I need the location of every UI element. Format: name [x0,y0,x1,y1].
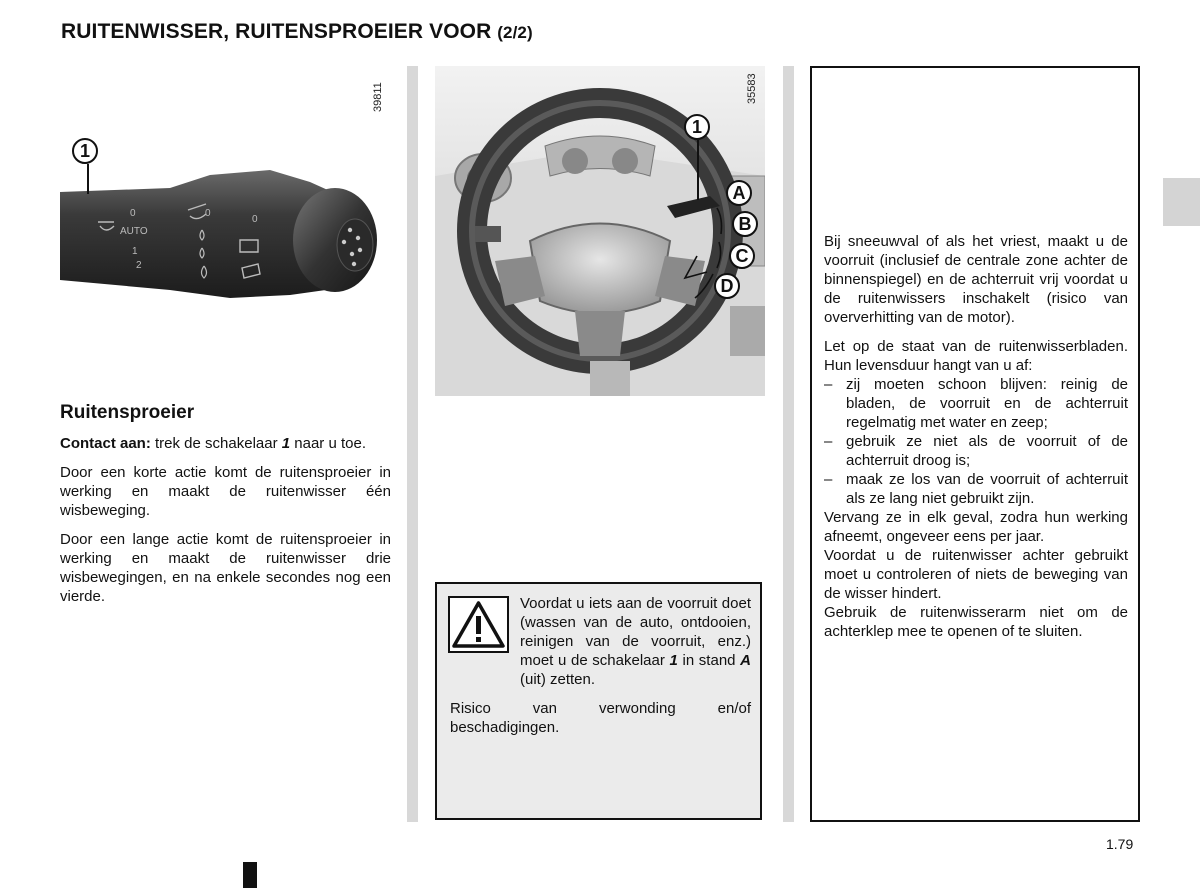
svg-text:0: 0 [252,214,258,225]
contact-text-pre: trek de schakelaar [150,435,282,452]
paragraph-long-action: Door een lange actie komt de ruitensproeier in werking en maakt de ruitenwisser drie wisbewegingen, en na enkele secondes nog een vierde. [60,531,391,605]
warning-paragraph-2: Risico van verwonding en/of beschadigingen. [450,700,751,736]
info-paragraph-snow: Bij sneeuwval of als het vriest, maakt u de voorruit (inclusief de centrale zone achter de binnenspiegel) en de achterruit vrij voordat u de ruitenwissers inschakelt (risico van oververhitting van de motor). [824,233,1128,326]
bullet-dash: – [824,433,833,450]
page-title-text: RUITENWISSER, RUITENSPROEIER VOOR [61,20,492,43]
section-body [60,434,391,616]
section-heading: Ruitensproeier [60,402,195,423]
svg-text:0: 0 [130,208,136,219]
column-separator-2 [783,66,794,822]
info-paragraph-replace: Vervang ze in elk geval, zodra hun werking afneemt, ongeveer eens per jaar. [824,509,1128,545]
svg-text:0: 0 [205,208,211,219]
figure-code-left: 39811 [372,82,384,112]
svg-text:AUTO: AUTO [120,226,148,237]
steering-wheel-illustration [435,66,765,396]
page-title-part: (2/2) [497,23,533,42]
callout-1-left-leader [86,164,90,194]
svg-text:1: 1 [132,246,138,257]
contact-text-post: naar u toe. [290,435,366,452]
bullet-text: zij moeten schoon blijven: reinig de bladen, de voorruit en de achterruit regelmatig met water en zeep; [846,376,1128,431]
warning-box [435,582,762,820]
info-paragraph-blades: Let op de staat van de ruitenwisserbladen. Hun levensduur hangt van u af: [824,338,1128,374]
svg-text:2: 2 [136,260,142,271]
callout-b-label: B [738,214,752,234]
list-item [824,470,1128,508]
warning-text-mid: in stand [677,652,741,669]
page-title [61,20,533,44]
info-bullet-list [824,375,1128,508]
figure-code-right: 35583 [746,73,758,104]
callout-a [726,180,752,206]
callout-1-center-leader [696,140,700,200]
paragraph-short-action: Door een korte actie komt de ruitensproeier in werking en maakt de ruitenwisser één wisbeweging. [60,464,391,519]
callout-b [732,211,758,237]
paragraph-contact [60,434,391,453]
info-paragraph-rear-wiper: Voordat u de ruitenwisser achter gebruikt moet u controleren of niets de beweging van de wisser hindert. [824,547,1128,602]
callout-1-left-label: 1 [79,141,90,161]
warning-text-pre: Voordat u iets aan de voorruit doet (wassen van de auto, ontdooien, reinigen van de voorruit, enz.) moet u de schakelaar [520,595,751,669]
callout-c-label: C [735,246,749,266]
info-paragraph-tailgate: Gebruik de ruitenwisserarm niet om de achterklep mee te openen of te sluiten. [824,604,1128,640]
bullet-text: gebruik ze niet als de voorruit of de achterruit droog is; [846,433,1128,469]
warning-switch-number: 1 [669,652,678,669]
callout-1-center [684,114,710,140]
bullet-dash: – [824,376,833,393]
list-item [824,432,1128,470]
callout-a-label: A [732,183,746,203]
callout-d-label: D [720,276,734,296]
bullet-text: maak ze los van de voorruit of achterruit als ze lang niet gebruikt zijn. [846,471,1128,507]
chapter-tab [1163,178,1200,226]
wiper-stalk-illustration [60,130,380,305]
contact-label: Contact aan: [60,435,151,452]
warning-text [450,594,751,747]
warning-text-post: (uit) zetten. [520,671,596,688]
contact-switch-number: 1 [281,435,291,452]
callout-c [729,243,755,269]
list-item [824,375,1128,432]
page-number: 1.79 [1106,836,1134,852]
info-text [824,232,1128,641]
bullet-dash: – [824,471,833,488]
warning-position-letter: A [740,652,751,669]
callout-1-left [72,138,98,164]
callout-1-center-label: 1 [691,117,702,137]
callout-d [714,273,740,299]
info-box [810,66,1140,822]
column-separator-1 [407,66,418,822]
crop-mark [243,862,257,888]
